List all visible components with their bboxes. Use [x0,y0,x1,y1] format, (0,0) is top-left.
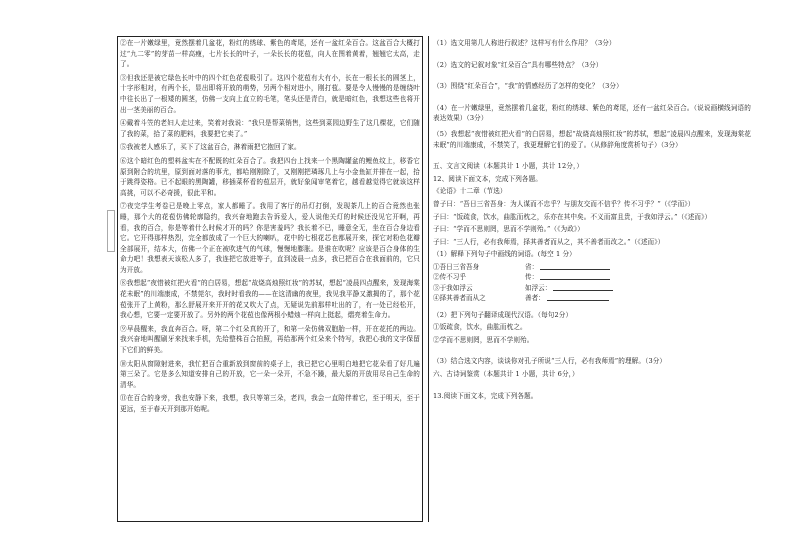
passage-paragraph: ⑨早晨醒来，我直奔百合。呀，第二个红朵真的开了，和第一朵仿佛双胞胎一样，开在花托的两边。我兴奋地叫醒刷牙来找来手机，先给整株百合拍照，再给那两个红朵来个特写，我把心我的文字保留下它们的鲜美。 [120,324,420,355]
question-2: （2）选文的记叙对象“红朵百合”具有哪些特点？（3分） [433,60,603,69]
word-sentence: ①吾日三省吾身 [433,262,480,271]
questions-column [433,38,751,406]
source-title: 《论语》十二章（节选） [433,187,507,196]
answer-blank[interactable] [553,283,613,291]
sub-question-1: （1）解释下列句子中画线的词语。(每空 1 分） [433,250,576,259]
question-13: 13.阅读下面文本，完成下列各题。 [433,391,538,400]
sub-question-2: （2）把下列句子翻译成现代汉语。（每句2分） [433,310,573,319]
answer-blank[interactable] [540,262,610,270]
word-label: 传： [525,273,539,282]
reading-passage [120,38,420,418]
answer-blank[interactable] [540,272,610,280]
answer-blank[interactable] [547,293,609,301]
word-row [433,283,751,293]
column-divider [428,36,429,522]
question-4: （4）在一片嫩绿里，竟然摆着几盆花，粉红的绣球、紫色的鸢尾，还有一盆红朵百合。（说说画横线词语的表达效果）（3分） [433,103,751,123]
word-row [433,272,751,282]
quote-4: 子曰：“三人行，必有我师焉，择其善者而从之，其不善者而改之。”（《述而》） [433,237,665,246]
word-row [433,262,751,272]
passage-paragraph: ⑥这个暗红色的塑料盆实在不配既的红朵百合了。我把四台上找来一个黑陶罐盆的鲤鱼纹上，移香它原到附合的坑里，原到面对落的事尤，都哈刚刚除了，又刚刚把璘琢几上与小金鱼缸并排在一起，拾于跳得姿格。已不起眼的黑陶罐，移插菜杯看的苞层开，就好象闻审笔着它，越看越觉得它就该这样高挑，可以不必奇援，很此平和。 [120,156,420,197]
question-3: （3）围绕“红朵百合”，“我”的情感经历了怎样的变化？（3分） [433,82,623,91]
passage-paragraph: ⑩太阳从窗隙射进来，我忙把百合重新放到窗前的桌子上，我已把它心里明白地把它花朵看了好几遍第三朵了。它是多么知道安排自己的开放，它一朵一朵开，不急不躁，最大原的开放用尽自己生命的清华。 [120,359,420,389]
passage-paragraph: ④戴着斗笠的老妇人走过来，笑着对我说：“我只是帮菜销售，这些到菜园边野生了这几棵花，它们随了我的菜，拾了菜的肥料，我要把它卖了。” [120,119,420,138]
question-1: （1）选文用第几人称进行叙述？这样写有什么作用？（3分） [433,39,616,47]
word-label: 省： [525,262,539,271]
passage-paragraph: ⑤我被老人感乐了，买下了这盆百合，淋着雨把它抱回了家。 [120,143,301,152]
quote-2: 子曰：“饭疏食，饮水，曲肱而枕之，乐亦在其中矣。不义而富且贵，于我如浮云。”（《述而》） [433,212,712,221]
word-label: 善者： [525,294,545,303]
passage-paragraph: ③但我还是被它绿色长叶中的四个红色花苞吸引了。这四个花苞有大有小，长在一根长长的圆茎上，十字形相对，有两个长，显出即将开放的萌势，另两个相对进小，刚打苞。要是令人慢慢的是缠绕叶中往长出了一根矮的圆茎，仿佛一支向上直立的毛笔，笔头还是青白，就是暗红色，我想这些也将开出一茎美丽的百合。 [120,73,420,114]
passage-paragraph: ⑧我想起“夜惜被红把火看”的白居易，想起“故烧高烛照红妆”的苏轼，想起“凌晨四点醒来，发现海棠花未眠”的川端康成，不禁莞尔，我时时看我的——在这清幽的夜里，我见我平静又激揭的了，那个花苞张开了上黄粉，那么舒展开来开开的花又吹大了点，无疑说先前那样吐出的了，有一处已经松开，我心想，它要一定要开放了。另外的两个花苞也像两根小蜡烛一样向上挺起，熠亮着生命力。 [120,279,420,320]
passage-paragraph: ⑦夜完学生考卷已是晚上零点，家人都睡了。我用了客厅的吊灯打倒，发现茶几上的百合竟然也张睡，那个大的花苞仿佛轮廓隐约，我兴奋地跑去告诉爱人，爱人说他关灯的时候还没见它开啊，再看，我的百合，你是等着什么时候才开的吗？你是害羞吗？我长着不已，睡意全无，坐在百合身边看它。它开得那样热烈，完全都放成了一个巨大的喇叭，花中的七根花芯也都展开来，探它对粉色花瓣全部展开，结本大，仿佛一个正在被吹进气的气球，慢慢地膨胀。是谁在吹呢？应该是百合身体的生命力吧！我想表天该松人多了，我连把它放进等子，直到凌晨一点多，我已把百合在我面前的，它只为开放。 [120,202,420,274]
quote-1: 曾子曰：“吾日三省吾身：为人谋而不忠乎？与朋友交而不信乎？传不习乎？”（《学而》） [433,199,695,208]
passage-paragraph: ②在一片嫩绿里，竟然摆着几盆花，粉红的绣球、紫色的鸢尾，还有一盆红朵百合。这盆百合大概打过“九二零”的芽苗一样高瘦，七片长长的叶子，一朵长长的花苞，向人在图着黄着，翘翘它太高，走了。 [120,39,420,69]
word-label: 如浮云： [525,283,552,292]
translate-sentence-2: ②学而不思则罔，思而不学则殆。 [433,335,534,344]
question-12: 12、阅读下面文本，完成下列各题。 [433,174,542,183]
word-sentence: ③于我如浮云 [433,283,473,292]
word-row [433,293,751,303]
quote-3: 子曰：“学而不思则罔，思而不学则殆。”（《为政》） [433,225,584,234]
word-sentence: ②传不习乎 [433,273,466,282]
translate-sentence-1: ①饭疏食，饮水，曲肱而枕之。 [433,323,527,332]
question-5: （5）我想起“夜惜被红把火看”的白居易，想起“故烧高烛照红妆”的苏轼，想起“凌晨四点醒来，发现海棠花未眠”的川端康成，不禁笑了，我更理解它们的爱了。（从修辞角度赏析句子）（3分） [433,129,751,149]
section-5-heading: 五、文言文阅读（本题共计 1 小题，共计 12分，） [433,162,584,171]
section-6-heading: 六、古诗词鉴赏（本题共计 1 小题，共计 6分，） [433,369,579,378]
word-sentence: ④择其善者而从之 [433,294,486,303]
binding-tab [107,210,115,252]
passage-paragraph: ⑪在百合的身旁，我也安静下来，我想，我只等第三朵，老四，我会一直陪伴着它，至于明天，至于更远，至于春天开到那开始呢。 [120,394,420,413]
sub-question-3: （3）结合选文内容，谈谈你对孔子所说“三人行，必有我师焉”的理解。（3分） [433,357,667,366]
